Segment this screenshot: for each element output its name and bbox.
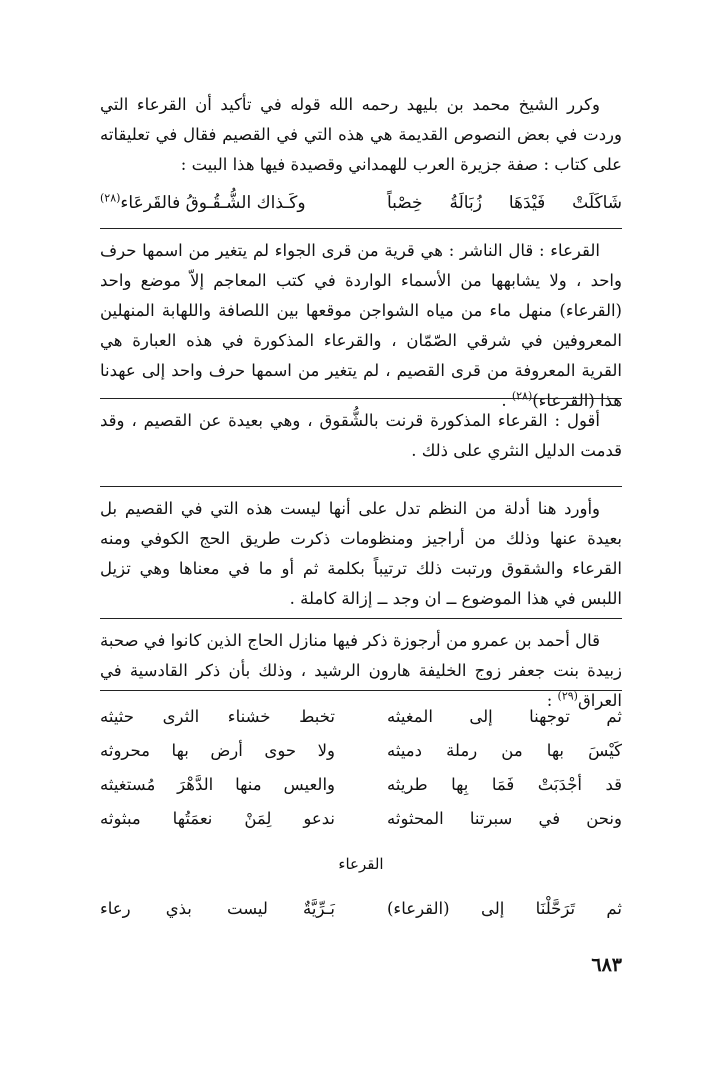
poem-left-hemistich: بَـرِّيَّةٌ ليست بذي رعاء: [100, 899, 335, 918]
separator-line: [100, 486, 622, 487]
poem-left-hemistich: ندعو لِمَنْ نعمَتُها مبثوثه: [100, 809, 335, 828]
poem-left-hemistich: ولا حوى أرض بها محروثه: [100, 741, 335, 760]
separator-line: [100, 618, 622, 619]
paragraph-publisher-end: .: [501, 391, 512, 410]
paragraph-publisher-text: القرعاء : قال الناشر : هي قرية من قرى الجواء لم يتغير من اسمها حرف واحد ، ولا يشابهها من الأسماء الواردة في كتب المعاجم إلاّ موضع واحد (القرعاء) منهل ماء من مياه الشواجن موقعها بين اللصافة واللهابة المنهلين المعروفين في شرقي الصّمّان ، والقرعاء المذكورة في هذه العبارة هي القرية المعروفة من قرى القصيم ، لم يتغير من اسمها حرف واحد إلى عهدنا هذا (القرعاء): [100, 241, 623, 410]
separator-line: [100, 690, 622, 691]
paragraph-ahmad-end: :: [546, 691, 558, 710]
paragraph-ahmad-text: قال أحمد بن عمرو من أرجوزة ذكر فيها منازل الحاج الذين كانوا في صحبة زبيدة بنت جعفر زوج الخليفة هارون الرشيد ، وذلك بأن ذكر القادسية في العراق: [100, 631, 622, 710]
poem-line-qaraa: [100, 894, 622, 924]
poem-right-hemistich: كَيْسَ بها من رملة دميثه: [387, 741, 622, 760]
section-heading: القرعاء: [338, 855, 384, 873]
paragraph-evidence: [100, 494, 622, 614]
poem-left-hemistich: والعيس منها الدَّهْرَ مُستغيثه: [100, 775, 335, 794]
poem-right-hemistich: ثم تَرَحَّلْنَا إلى (القرعاء): [387, 899, 622, 918]
footnote-ref-28: (٢٨): [100, 191, 121, 205]
footnote-ref-28b: (٢٨): [511, 389, 533, 403]
paragraph-intro-text: وكرر الشيخ محمد بن بليهد رحمه الله قوله في تأكيد أن القرعاء التي وردت في بعض النصوص القديمة هي هذه التي في القصيم فقال في تعليقاته على كتاب : صفة جزيرة العرب للهمداني وقصيدة فيها هذا البيت :: [100, 95, 622, 174]
verse-shakalat: [100, 188, 622, 218]
poem-line: [100, 770, 622, 800]
paragraph-intro: [100, 90, 622, 180]
poem-line: [100, 804, 622, 834]
paragraph-publisher: [100, 236, 622, 416]
footnote-ref-29: (٢٩): [557, 689, 578, 703]
poem-line: [100, 736, 622, 766]
page-number: ٦٨٣: [591, 954, 622, 976]
poem-right-hemistich: ثم توجهنا إلى المغيثه: [387, 707, 622, 726]
poem-right-hemistich: ونحن في سبرتنا المحثوثه: [387, 809, 622, 828]
verse-left-hemistich: [100, 188, 306, 218]
poem-line: [100, 702, 622, 732]
poem-left-hemistich: تخبط خشناء الثرى حثيثه: [100, 707, 335, 726]
verse-left-text: وكَـذاك الشُّـقُـوقُ فالقَرعَاء: [120, 193, 306, 213]
separator-line: [100, 228, 622, 229]
poem-right-hemistich: قد أجْدَبَتْ فَمَا بِها طريثه: [387, 775, 622, 794]
paragraph-aqul-text: أقول : القرعاء المذكورة قرنت بالشُّقوق ، وهي بعيدة عن القصيم ، وقد قدمت الدليل النثري على ذلك .: [100, 411, 622, 460]
verse-right-hemistich: شَاكَلَتْ فَيْدَهَا زُبَالَةُ خِصْباً: [387, 193, 622, 213]
paragraph-evidence-text: وأورد هنا أدلة من النظم تدل على أنها ليست هذه التي في القصيم بل بعيدة عنها وذلك من أراجيز ومنظومات ذكرت طريق الحج الكوفي ومنه القرعاء والشقوق ورتبت ذلك ترتيباً بكلمة ثم أو ما في معناها وهي تزيل اللبس في هذا الموضوع ــ ان وجد ــ إزالة كاملة .: [100, 499, 622, 608]
separator-line: [100, 398, 622, 399]
paragraph-aqul: [100, 406, 622, 466]
